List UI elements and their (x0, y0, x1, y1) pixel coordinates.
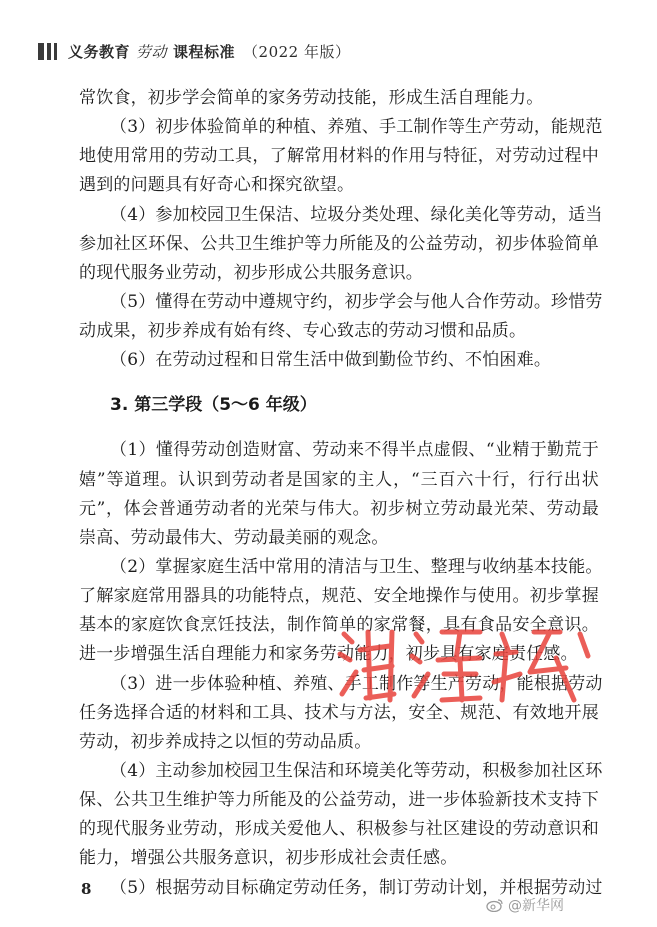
paragraph-first-line: （2）掌握家庭生活中常用的清洁与卫生、整理与收纳基本技能。 (110, 556, 603, 577)
paragraph-first-line: （1）懂得劳动创造财富、劳动来不得半点虚假、“业精于勤荒于 (110, 440, 599, 461)
body-line: 常饮食，初步学会简单的家务劳动技能，形成生活自理能力。 (79, 88, 544, 108)
body-line: 了解家庭常用器具的功能特点，规范、安全地操作与使用。初步掌握 (79, 586, 599, 607)
header-title: 义务教育 (68, 42, 131, 61)
body-line: 遇到的问题具有好奇心和探究欲望。 (79, 175, 355, 196)
body-line: 嬉”等道理。认识到劳动者是国家的主人，“三百六十行，行行出状 (79, 469, 599, 490)
body-line: 的现代服务业劳动，初步形成公共服务意识。 (79, 262, 423, 283)
spacer (79, 422, 599, 436)
paragraph-first-line: （4）参加校园卫生保洁、垃圾分类处理、绿化美化等劳动，适当 (110, 204, 603, 225)
header-bar (47, 43, 51, 60)
body-line: 劳动，初步养成持之以恒的劳动品质。 (79, 731, 372, 752)
page-body (79, 84, 603, 903)
paragraph-first-line: （3）初步体验简单的种植、养殖、手工制作等生产劳动，能规范 (110, 117, 603, 138)
body-line: 保、公共卫生维护等力所能及的公益劳动，进一步体验新技术支持下 (79, 790, 599, 811)
paragraph-first-line: （3）进一步体验种植、养殖、手工制作等生产劳动，能根据劳动 (110, 673, 603, 694)
body-line: 的现代服务业劳动，形成关爱他人、积极参与社区建设的劳动意识和 (79, 819, 599, 840)
paragraph-first-line: （4）主动参加校园卫生保洁和环境美化等劳动，积极参加社区环 (110, 760, 603, 781)
header-bar (54, 43, 57, 60)
paragraph-first-line: （6）在劳动过程和日常生活中做到勤俭节约、不怕困难。 (110, 350, 552, 371)
body-line: 进一步增强生活自理能力和家务劳动能力，初步具有家庭责任感。 (79, 644, 578, 665)
weibo-credit (486, 895, 564, 915)
body-line: 地使用常用的劳动工具，了解常用材料的作用与特征，对劳动过程中 (79, 146, 599, 167)
body-line: 元”，体会普通劳动者的光荣与伟大。初步树立劳动最光荣、劳动最 (79, 498, 599, 519)
body-line: 基本的家庭饮食烹饪技法，制作简单的家常餐，具有食品安全意识。 (79, 615, 599, 636)
header-bar (38, 43, 44, 60)
body-line: 任务选择合适的材料和工具、技术与方法，安全、规范、有效地开展 (79, 702, 599, 723)
running-header (38, 41, 351, 61)
header-subtitle: 课程标准 (173, 42, 236, 61)
body-line: 动成果，初步养成有始有终、专心致志的劳动习惯和品质。 (79, 321, 527, 342)
body-line: 能力，增强公共服务意识，初步形成社会责任感。 (79, 848, 458, 869)
body-line: 崇高、劳动最伟大、劳动最美丽的观念。 (79, 527, 389, 548)
paragraph-first-line: （5）懂得在劳动中遵规守约，初步学会与他人合作劳动。珍惜劳 (110, 291, 603, 312)
header-bars-decoration (38, 43, 60, 60)
page-number: 8 (81, 880, 92, 898)
weibo-credit-text: @新华网 (508, 898, 564, 914)
weibo-icon (486, 898, 504, 912)
spacer (79, 375, 599, 389)
section-heading: 3. 第三学段（5～6 年级） (110, 395, 317, 416)
paragraph-first-line: （5）根据劳动目标确定劳动任务，制订劳动计划，并根据劳动过 (110, 877, 603, 898)
header-subject: 劳动 (136, 42, 168, 61)
header-text (68, 41, 351, 62)
header-edition: （2022 年版） (243, 42, 351, 61)
body-line: 参加社区环保、公共卫生维护等力所能及的公益劳动，初步体验简单 (79, 233, 599, 254)
